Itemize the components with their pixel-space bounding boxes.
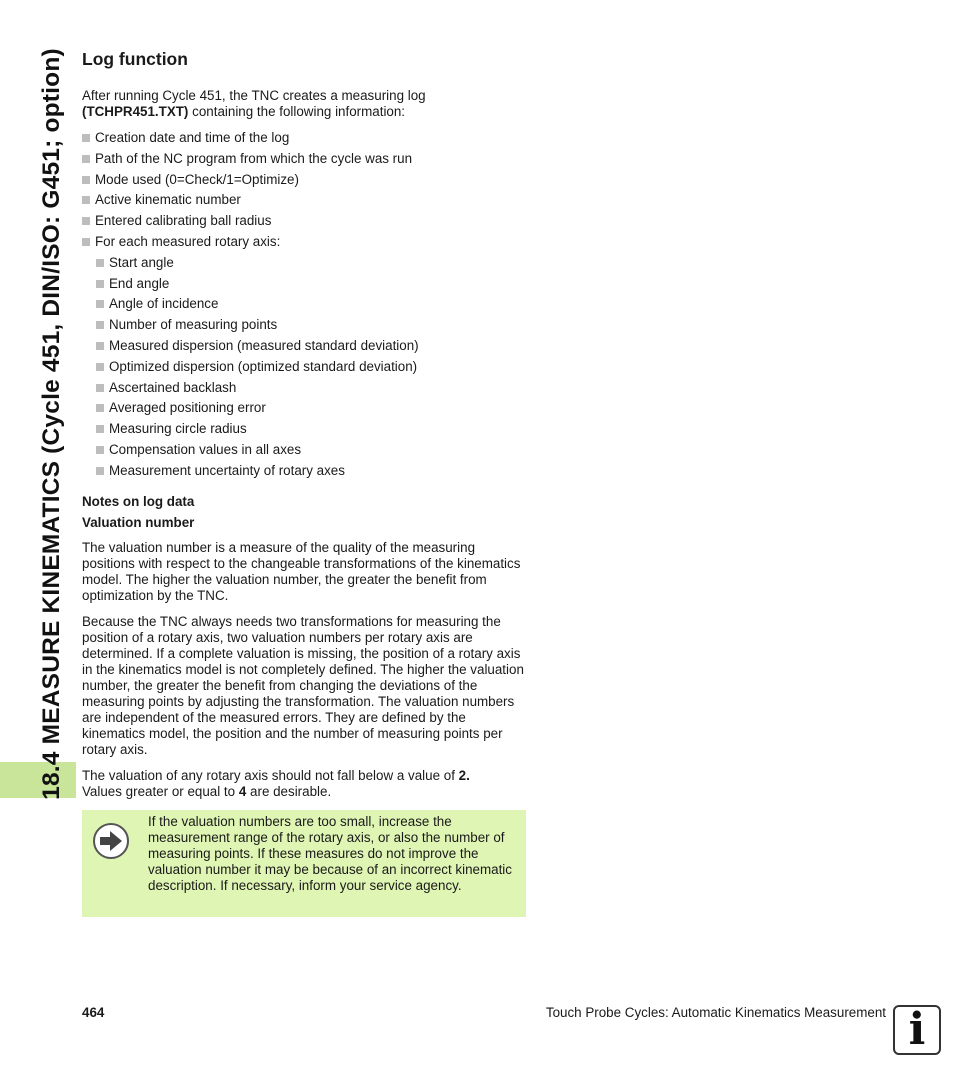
note-text: If the valuation numbers are too small, increase the measurement range of the rotary axis, or also the number of measuring points. If these measures do not improve the valuation number it may be because of an incorrect kinematic description. If necessary, inform your service agency. (148, 814, 512, 893)
list-item: For each measured rotary axis: (82, 232, 527, 253)
chapter-side-title: 18.4 MEASURE KINEMATICS (Cycle 451, DIN/ISO: G451; option) (38, 48, 65, 800)
valuation-heading: Valuation number (82, 514, 195, 530)
sub-list-item: Number of measuring points (96, 315, 527, 336)
section-heading: Log function (82, 49, 188, 69)
arrow-right-icon (92, 822, 130, 860)
sub-list-item: Measured dispersion (measured standard deviation) (96, 336, 527, 357)
info-icon: i (893, 1005, 941, 1055)
list-item: Active kinematic number (82, 190, 527, 211)
sub-list-item: End angle (96, 274, 527, 295)
sub-list-item: Measuring circle radius (96, 419, 527, 440)
list-item: Mode used (0=Check/1=Optimize) (82, 170, 527, 191)
list-item: Creation date and time of the log (82, 128, 527, 149)
sub-list-item: Optimized dispersion (optimized standard deviation) (96, 357, 527, 378)
log-filename: (TCHPR451.TXT) (82, 104, 189, 119)
paragraph-valuation-definition: The valuation number is a measure of the quality of the measuring positions with respect to the changeable transformations of the kinematics model. The higher the valuation number, the greater the benefit from optimization by the TNC. (82, 539, 521, 603)
sub-list-item: Measurement uncertainty of rotary axes (96, 461, 527, 482)
paragraph-valuation-details: Because the TNC always needs two transformations for measuring the position of a rotary axis, two valuation numbers per rotary axis are determined. If a complete valuation is missing, the position of a rotary axis in the kinematics model is not completely defined. The higher the valuation number, the greater the benefit from changing the deviations of the measuring points by adjusting the transformation. The valuation numbers are independent of the measured errors. They are defined by the kinematics model, the position and the number of measuring points per rotary axis. (82, 613, 524, 757)
sub-list-item: Ascertained backlash (96, 378, 527, 399)
intro-paragraph: After running Cycle 451, the TNC creates a measuring log (TCHPR451.TXT) containing the following information: (82, 88, 426, 119)
log-contents-list (82, 128, 527, 482)
list-item: Entered calibrating ball radius (82, 211, 527, 232)
notes-heading: Notes on log data (82, 493, 195, 509)
sub-list-item: Angle of incidence (96, 294, 527, 315)
sub-list-item: Compensation values in all axes (96, 440, 527, 461)
main-content (82, 48, 527, 810)
page-number: 464 (82, 1005, 105, 1020)
list-item: Path of the NC program from which the cycle was run (82, 149, 527, 170)
sub-list-item: Averaged positioning error (96, 398, 527, 419)
sub-list-item: Start angle (96, 253, 527, 274)
paragraph-valuation-threshold: The valuation of any rotary axis should not fall below a value of 2. Values greater or equal to 4 are desirable. (82, 767, 470, 799)
note-box (82, 810, 526, 917)
footer-title: Touch Probe Cycles: Automatic Kinematics Measurement (545, 1005, 886, 1020)
